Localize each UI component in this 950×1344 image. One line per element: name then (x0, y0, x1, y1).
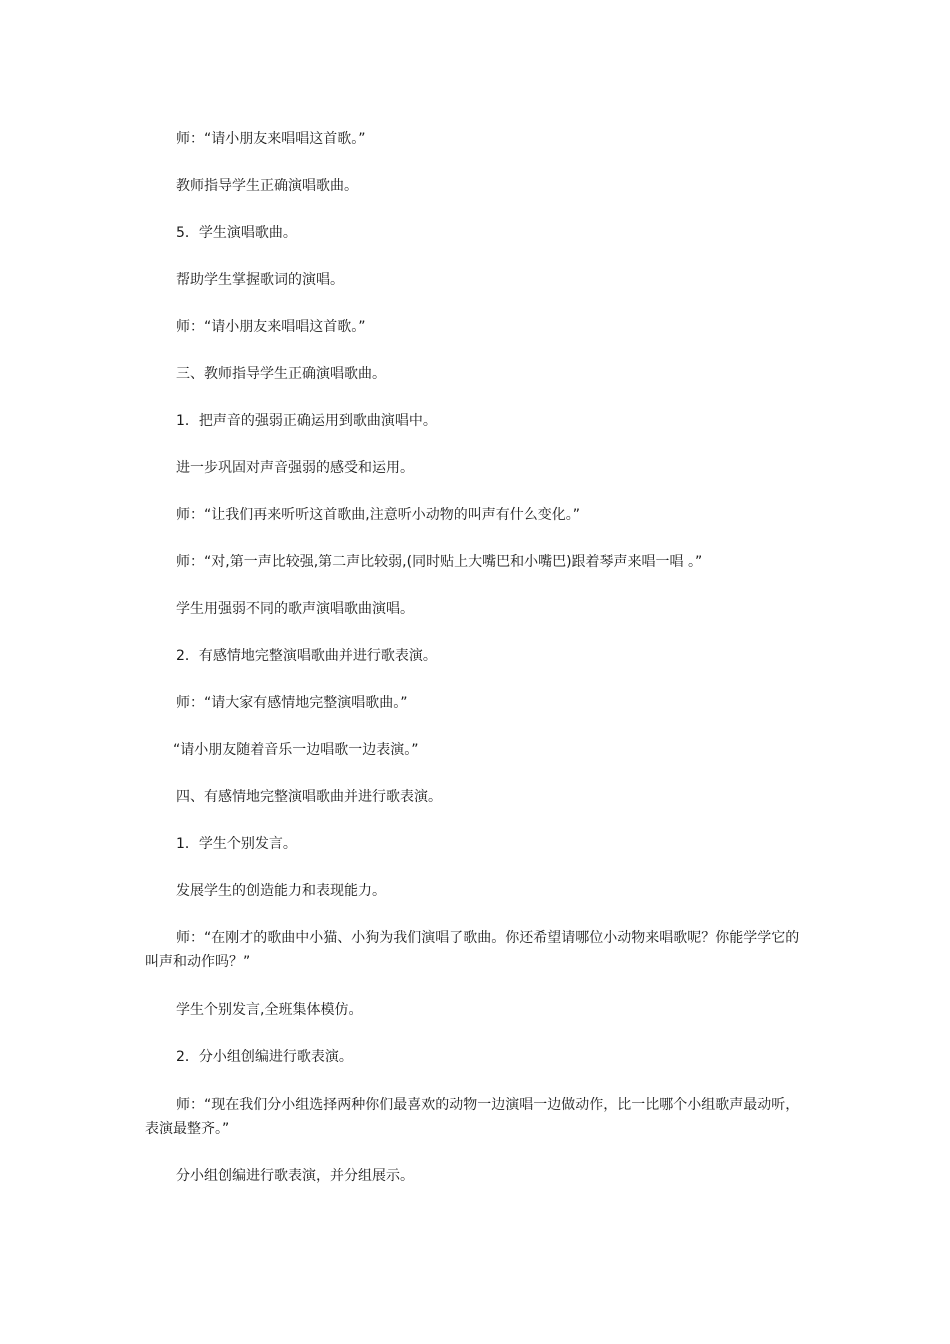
paragraph-18: 师：“在刚才的歌曲中小猫、小狗为我们演唱了歌曲。你还希望请哪位小动物来唱歌呢？你能学学它的叫声和动作吗？” (145, 930, 800, 970)
paragraph-16: 1．学生个别发言。 (176, 836, 297, 852)
paragraph-1: 师：“请小朋友来唱唱这首歌。” (176, 131, 366, 147)
paragraph-4: 帮助学生掌握歌词的演唱。 (176, 272, 344, 288)
paragraph-8: 进一步巩固对声音强弱的感受和运用。 (176, 460, 414, 476)
paragraph-22: 分小组创编进行歌表演，并分组展示。 (176, 1168, 414, 1184)
paragraph-21: 师：“现在我们分小组选择两种你们最喜欢的动物一边演唱一边做动作，比一比哪个小组歌声最动听，表演最整齐。” (145, 1097, 800, 1137)
paragraph-13: 师：“请大家有感情地完整演唱歌曲。” (176, 695, 408, 711)
section-heading-3: 三、教师指导学生正确演唱歌曲。 (176, 366, 386, 382)
paragraph-11: 学生用强弱不同的歌声演唱歌曲演唱。 (176, 601, 414, 617)
paragraph-9: 师：“让我们再来听听这首歌曲,注意听小动物的叫声有什么变化。” (176, 507, 580, 523)
paragraph-12: 2．有感情地完整演唱歌曲并进行歌表演。 (176, 648, 437, 664)
paragraph-20: 2．分小组创编进行歌表演。 (176, 1049, 353, 1065)
paragraph-7: 1．把声音的强弱正确运用到歌曲演唱中。 (176, 413, 437, 429)
paragraph-10: 师：“对,第一声比较强,第二声比较弱,(同时贴上大嘴巴和小嘴巴)跟着琴声来唱一唱 。” (176, 554, 703, 570)
paragraph-14: “请小朋友随着音乐一边唱歌一边表演。” (173, 742, 419, 758)
paragraph-5: 师：“请小朋友来唱唱这首歌。” (176, 319, 366, 335)
section-heading-4: 四、有感情地完整演唱歌曲并进行歌表演。 (176, 789, 442, 805)
paragraph-17: 发展学生的创造能力和表现能力。 (176, 883, 386, 899)
paragraph-2: 教师指导学生正确演唱歌曲。 (176, 178, 358, 194)
paragraph-19: 学生个别发言,全班集体模仿。 (176, 1002, 363, 1018)
paragraph-3: 5．学生演唱歌曲。 (176, 225, 297, 241)
